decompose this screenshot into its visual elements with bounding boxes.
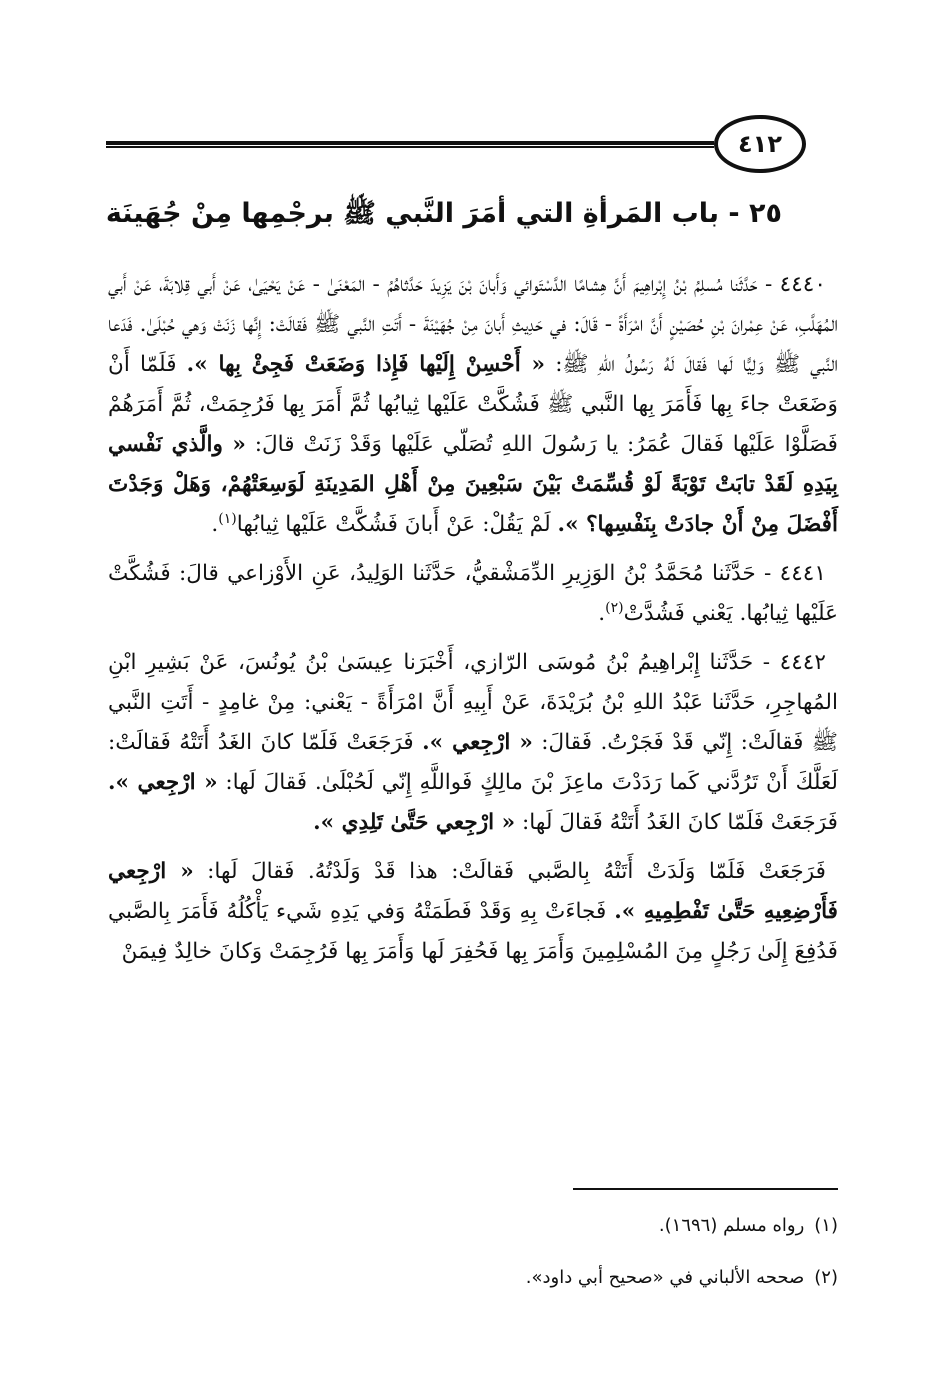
hadith-text: فَجاءَتْ بِهِ وَقَدْ فَطَمَتْهُ وَفي يَدِهِ شَيء يَأْكُلُهُ فَأَمَرَ بِالصَّبي فَدُفِعَ إِلَىٰ رَجُلٍ مِنَ المُسْلِمِينَ وَأَمَرَ بِها فَحُفِرَ لَها وَأَمَرَ بِها فَرُجِمَتْ وَكانَ خالِدٌ فِيمَنْ [108, 899, 838, 964]
punctuation: . [598, 601, 606, 626]
footnote-2 [108, 1252, 838, 1304]
prophet-quote: « والَّذي نَفْسي بِيَدِهِ لَقَدْ تابَتْ تَوْبَةً لَوْ قُسِّمَتْ بَيْنَ سَبْعِينَ مِنْ أَهْلِ المَدِينَةِ لَوَسِعَتْهُمْ، وَهَلْ وَجَدْتَ أَفْضَلَ مِنْ أَنْ جادَتْ بِنَفْسِها؟ ». [108, 432, 838, 537]
prophet-quote: « ارْجِعي ». [108, 770, 218, 795]
prophet-quote: « ارْجِعي فَأَرْضِعِيهِ حَتَّىٰ تَفْطِمِيهِ ». [108, 859, 838, 924]
chapter-title: ٢٥ - باب المَرأةِ التي أمَرَ النَّبي ﷺ برجْمِها مِنْ جُهَينَة [105, 198, 782, 229]
hadith-4442-continued [108, 852, 838, 972]
hadith-text: ٤٤٤١ - حَدَّثَنا مُحَمَّدُ بْنُ الوَزِيرِ الدِّمَشْقيُّ، حَدَّثَنا الوَلِيدُ، عَنِ الأَوْزاعي قالَ: فَشُكَّتْ عَلَيْها ثِيابُها. يَعْني فَشُدَّتْ [108, 561, 838, 626]
hadith-4442 [108, 643, 838, 843]
hadith-4441 [108, 554, 838, 634]
page-header [106, 115, 806, 175]
punctuation: . [211, 512, 219, 537]
hadith-chain: ٤٤٤٢ - حَدَّثَنا إِبْراهِيمُ بْنُ مُوسَى الرّازي، أَخْبَرَنا عِيسَىٰ بْنُ يُونُسَ، عَنْ بَشِيرِ ابْنِ المُهاجِرِ، حَدَّثَنا عَبْدُ اللهِ بْنُ بُرَيْدَةَ، عَنْ أَبِيهِ أَنَّ امْرَأَةً - يَعْني: مِنْ غامِدٍ - أَتَتِ النَّبي ﷺ فَقالَتْ: إِنّي قَدْ فَجَرْتُ. فَقالَ: [108, 650, 838, 755]
footnote-ref: (١) [218, 510, 237, 527]
prophet-quote: « ارْجِعي ». [422, 730, 533, 755]
body-text [108, 265, 838, 981]
page-number: ٤١٢ [714, 115, 806, 173]
header-rule [106, 141, 714, 148]
footnote-text: صححه الألباني في «صحيح أبي داود». [525, 1267, 805, 1288]
footnote-ref: (٢) [605, 599, 624, 616]
hadith-text: لَمْ يَقُلْ: عَنْ أَبانَ فَشُكَّتْ عَلَيْها ثِيابُها [236, 512, 551, 537]
prophet-quote: « ارْجِعي حَتَّىٰ تَلِدِي ». [313, 810, 516, 835]
footnote-rule [573, 1188, 838, 1190]
prophet-quote: « أَحْسِنْ إِلَيْها فَإِذا وَضَعَتْ فَجِئْ بِها ». [186, 352, 546, 377]
hadith-text: فَرَجَعَتْ فَلَمّا وَلَدَتْ أَتَتْهُ بِالصَّبي فَقالَتْ: هذا قَدْ وَلَدْتُهُ. فَقالَ لَها: [207, 859, 826, 884]
hadith-text: فَلَمّا أَنْ وَضَعَتْ جاءَ بِها فَأَمَرَ بِها النَّبي ﷺ فَشُكَّتْ عَلَيْها ثِيابُها ثُمَّ أَمَرَ بِها فَرُجِمَتْ، ثُمَّ أَمَرَهُمْ فَصَلَّوْا عَلَيْها فَقالَ عُمَرُ: يا رَسُولَ اللهِ تُصَلّي عَلَيْها وَقَدْ زَنَتْ قالَ: [108, 352, 838, 457]
hadith-text: فَرَجَعَتْ فَلَمّا كانَ الغَدُ أَتَتْهُ فَقالَتْ: لَعَلَّكَ أَنْ تَرُدَّني كَما رَدَدْتَ ماعِزَ بْنَ مالِكٍ فَواللَّهِ إِنّي لَحُبْلَىٰ. فَقالَ لَها: [108, 730, 838, 795]
footnote-text: رواه مسلم (١٦٩٦). [658, 1215, 805, 1236]
footnote-marker: (٢) [814, 1267, 838, 1288]
hadith-text: فَرَجَعَتْ فَلَمّا كانَ الغَدُ أَتَتْهُ فَقالَ لَها: [522, 810, 838, 835]
footnote-1 [108, 1200, 838, 1252]
hadith-chain: ٤٤٤٠ - حَدَّثَنا مُسلِمُ بْنُ إِبْراهِيمَ أَنَّ هِشامًا الدَّسْتَوائي وَأَبانَ بْنَ يَزِيدَ حَدَّثاهُمُ - المَعْنَىٰ - عَنْ يَحْيَىٰ، عَنْ أَبي قِلابَةَ، عَنْ أَبي المُهَلَّبِ، عَنْ عِمْرانَ بْنِ حُصَيْنٍ أَنَّ امْرَأَةً - قَالَ: في حَدِيثِ أَبانَ مِنْ جُهَيْنَةَ - أَتَتِ النَّبي ﷺ فَقالَتْ: إِنَّها زَنَتْ وَهي حُبْلَىٰ. فَدَعا النَّبي ﷺ وَلِيًّا لَها فَقالَ لَهُ رَسُولُ اللهِ ﷺ: [108, 272, 839, 377]
footnotes [108, 1200, 838, 1304]
footnote-marker: (١) [814, 1215, 838, 1236]
hadith-4440 [108, 265, 838, 545]
